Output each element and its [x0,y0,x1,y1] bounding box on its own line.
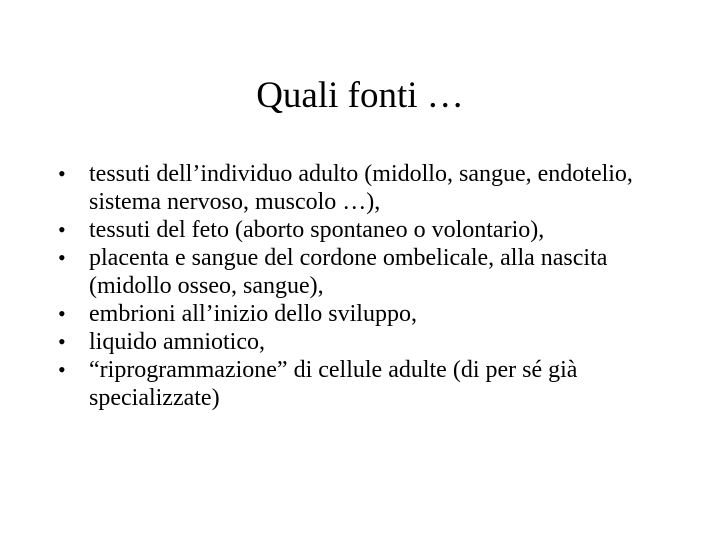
bullet-item [58,328,678,356]
bullet-icon: • [58,161,66,186]
bullet-text: placenta e sangue del cordone ombelicale, alla nascita (midollo osseo, sangue), [89,245,608,299]
bullet-icon: • [58,329,66,354]
bullet-list [58,160,678,412]
bullet-item [58,244,678,300]
bullet-text: embrioni all’inizio dello sviluppo, [89,301,417,327]
bullet-icon: • [58,245,66,270]
bullet-item [58,216,678,244]
bullet-text: tessuti del feto (aborto spontaneo o volontario), [89,217,545,243]
bullet-icon: • [58,301,66,326]
bullet-icon: • [58,217,66,242]
bullet-text: tessuti dell’individuo adulto (midollo, sangue, endotelio, sistema nervoso, muscolo …), [89,161,633,215]
slide-title: Quali fonti … [256,75,464,116]
bullet-item [58,160,678,216]
bullet-text: liquido amniotico, [89,329,265,355]
bullet-item [58,356,678,412]
bullet-item [58,300,678,328]
bullet-text: “riprogrammazione” di cellule adulte (di per sé già specializzate) [89,357,578,411]
bullet-icon: • [58,357,66,382]
